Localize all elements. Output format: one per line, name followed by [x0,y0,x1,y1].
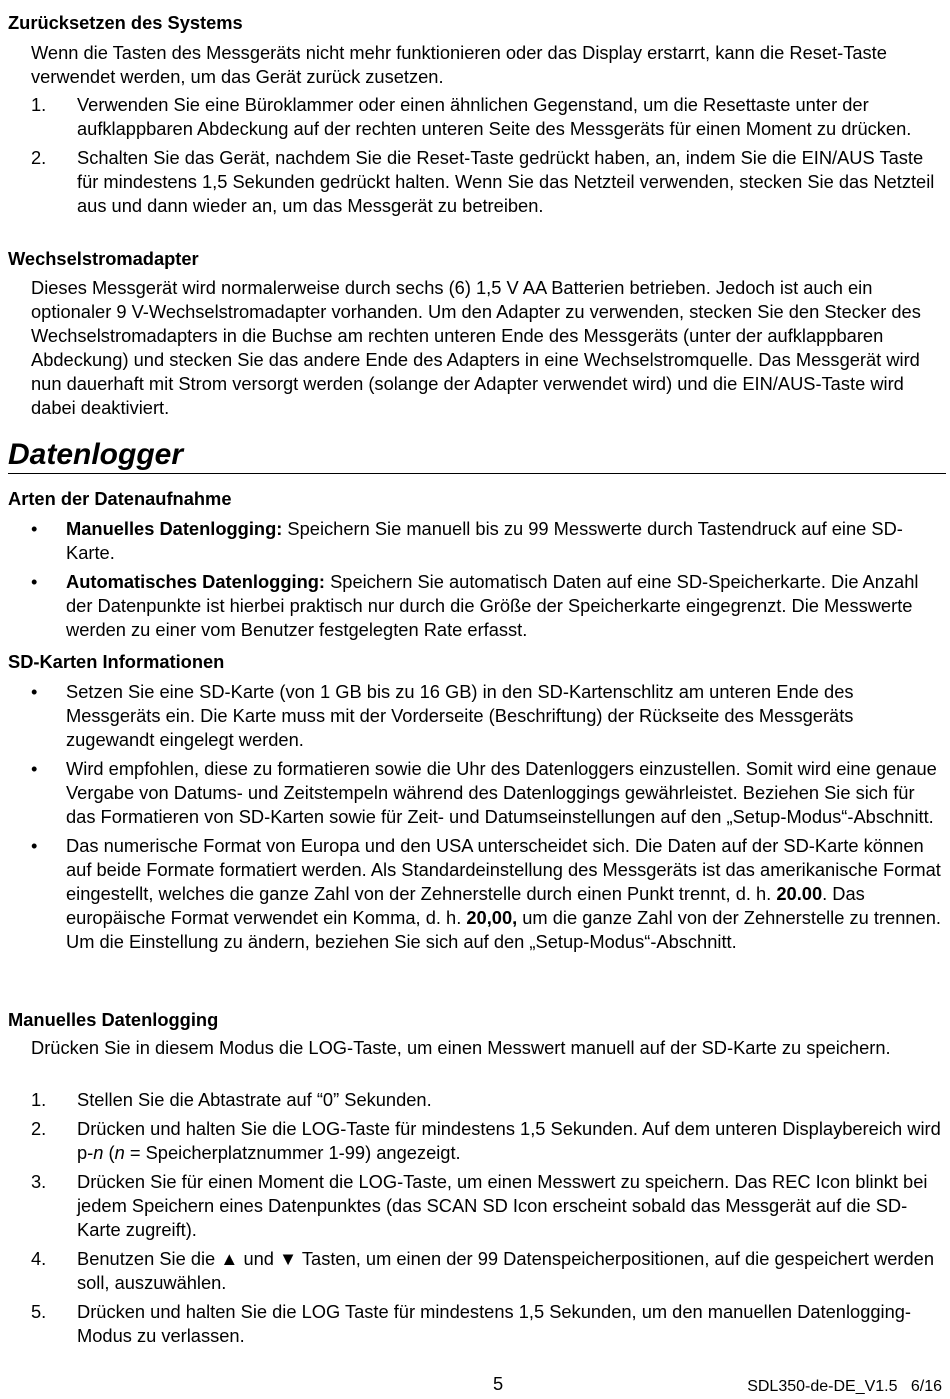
item-text: Wird empfohlen, diese zu formatieren sowie die Uhr des Datenloggers einzustellen. Somit wird eine genaue Vergabe von Datums- und Zeitstempeln während des Datenloggings gewährleistet. Beziehen Sie sich für das Formatieren von SD-Karten sowie für Zeit- und Datumseinstellungen auf den „Setup-Modus“-Abschnitt. [66,758,937,827]
item-text: Setzen Sie eine SD-Karte (von 1 GB bis zu 16 GB) in den SD-Kartenschlitz am unteren Ende des Messgeräts ein. Die Karte muss mit der Vorderseite (Beschriftung) der Rückseite des Messgeräts zugewandt eingelegt werden. [66,681,854,750]
adapter-text: Dieses Messgerät wird normalerweise durch sechs (6) 1,5 V AA Batterien betrieben. Jedoch ist auch ein optionaler 9 V-Wechselstromadapter vorhanden. Um den Adapter zu verwenden, stecken Sie den Stecker des Wechselstromadapters in die Buchse am rechten unteren Ende des Messgeräts (unter der aufklappbaren Abdeckung) und stecken Sie das andere Ende des Adapters in eine Wechselstromquelle. Das Messgerät wird nun dauerhaft mit Strom versorgt werden (solange der Adapter verwendet wird) und die EIN/AUS-Taste wird dabei deaktiviert. [31,277,921,418]
item-text: Speichern Sie automatisch Daten auf eine SD-Speicherkarte. Die Anzahl der Datenpunkte ist hierbei praktisch nur durch die Größe der Speicherkarte eingegrenzt. Die Messwerte werden zu einer vom Benutzer festgelegten Rate erfasst. [66,571,919,640]
step-text: Verwenden Sie eine Büroklammer oder einen ähnlichen Gegenstand, um die Resettaste unter der aufklappbaren Abdeckung auf der rechten unteren Seite des Messgeräts für einen Moment zu drücken. [77,94,912,139]
eu-format-example: 20,00, [466,907,518,928]
variable-n: n [114,1142,125,1163]
sd-heading: SD-Karten Informationen [8,651,225,672]
manual-steps [31,1088,941,1353]
bullet: • [31,571,38,592]
step-text: Drücken Sie für einen Moment die LOG-Taste, um einen Messwert zu speichern. Das REC Icon blinkt bei jedem Speichern eines Datenpunktes (das SCAN SD Icon erscheint sobald das Messgerät auf die SD-Karte zugreift). [77,1171,928,1240]
item-text: Speichern Sie manuell bis zu 99 Messwerte durch Tastendruck auf eine SD-Karte. [66,518,903,563]
bullet: • [31,758,38,779]
section-title: Datenlogger [8,438,184,471]
types-list [31,517,943,647]
step-number: 3. [31,1171,47,1192]
list-item [31,517,943,565]
step-number: 1. [31,94,47,115]
reset-step [31,93,941,141]
item-text: um die ganze Zahl von der Zehnerstelle zu trennen. Um die Einstellung zu ändern, beziehen Sie sich auf den „Setup-Modus“-Abschnitt. [66,907,941,952]
bullet: • [31,681,38,702]
adapter-heading: Wechselstromadapter [8,248,199,269]
types-heading: Arten der Datenaufnahme [8,488,232,509]
section-rule [8,473,946,474]
step-number: 5. [31,1301,47,1322]
step-text: Drücken und halten Sie die LOG Taste für mindestens 1,5 Sekunden, um den manuellen Datenlogging-Modus zu verlassen. [77,1301,912,1346]
variable-n: n [93,1142,104,1163]
step-text: ( [103,1142,115,1163]
step-text: Drücken und halten Sie die LOG-Taste für mindestens 1,5 Sekunden. Auf dem unteren Displaybereich wird p- [77,1118,941,1163]
reset-step [31,146,941,218]
step-number: 2. [31,147,47,168]
step-text: Stellen Sie die Abtastrate auf “0” Sekunden. [77,1089,432,1110]
reset-steps [31,93,941,223]
manual-step [31,1300,941,1348]
manual-heading: Manuelles Datenlogging [8,1009,219,1030]
item-text: Das numerische Format von Europa und den USA unterscheidet sich. Die Daten auf der SD-Karte können auf beide Formate formatiert werden. Als Standardeinstellung des Messgeräts ist das amerikanische Format eingestellt, welches die ganze Zahl von der Zehnerstelle durch einen Punkt trennt, d. h. [66,835,941,904]
step-number: 2. [31,1118,47,1139]
us-format-example: 20.00 [776,883,823,904]
step-number: 4. [31,1248,47,1269]
step-text: = Speicherplatznummer 1-99) angezeigt. [124,1142,461,1163]
manual-step [31,1170,941,1242]
step-number: 1. [31,1089,47,1110]
step-text: Schalten Sie das Gerät, nachdem Sie die Reset-Taste gedrückt haben, an, indem Sie die EIN/AUS Taste für mindestens 1,5 Sekunden gedrückt halten. Wenn Sie das Netzteil verwenden, stecken Sie das Netzteil aus und dann wieder an, um das Messgerät zu betreiben. [77,147,935,216]
reset-heading: Zurücksetzen des Systems [8,12,243,33]
manual-intro: Drücken Sie in diesem Modus die LOG-Taste, um einen Messwert manuell auf der SD-Karte zu speichern. [31,1037,891,1058]
reset-intro: Wenn die Tasten des Messgeräts nicht mehr funktionieren oder das Display erstarrt, kann die Reset-Taste verwendet werden, um das Gerät zurück zusetzen. [31,42,887,87]
bullet: • [31,835,38,856]
sd-list [31,680,943,959]
bullet: • [31,518,38,539]
step-text: Benutzen Sie die ▲ und ▼ Tasten, um einen der 99 Datenspeicherpositionen, auf die gespeichert werden soll, auszuwählen. [77,1248,935,1293]
list-item [31,680,943,752]
manual-step [31,1247,941,1295]
list-item [31,834,943,954]
document-id: SDL350-de-DE_V1.5 6/16 [747,1378,942,1395]
list-item [31,570,943,642]
page-number: 5 [493,1373,504,1394]
item-label: Manuelles Datenlogging: [66,518,283,539]
item-text: . Das europäische Format verwendet ein Komma, d. h. [66,883,865,928]
list-item [31,757,943,829]
manual-step [31,1117,941,1165]
manual-step [31,1088,941,1112]
item-label: Automatisches Datenlogging: [66,571,325,592]
